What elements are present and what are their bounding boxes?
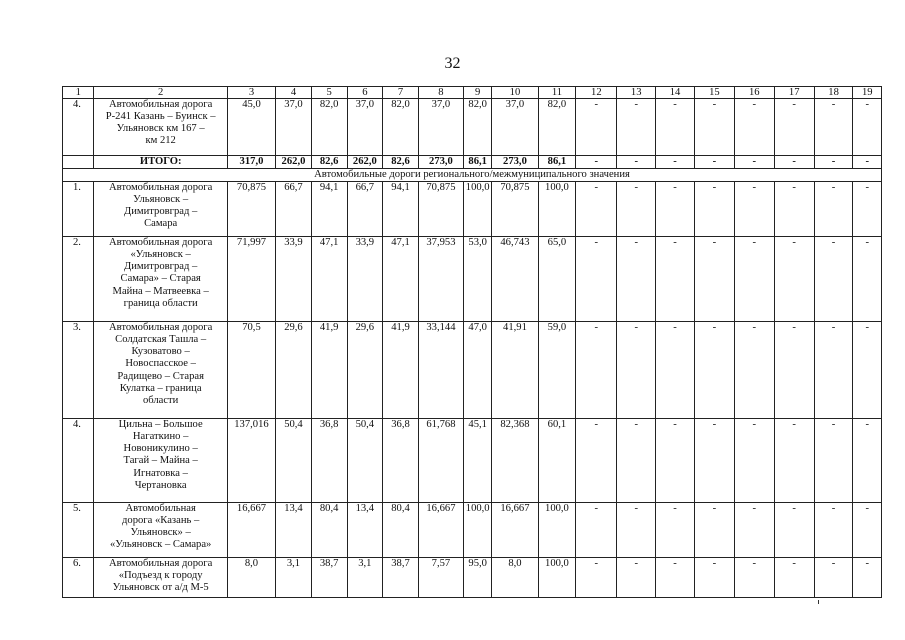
dash-cell: -	[853, 237, 882, 322]
dash-cell: -	[774, 322, 814, 419]
value-cell: 82,0	[383, 99, 419, 156]
column-header: 8	[418, 87, 463, 99]
column-header: 14	[656, 87, 695, 99]
dash-cell: -	[774, 503, 814, 558]
value-cell: 13,4	[347, 503, 383, 558]
dash-cell: -	[853, 503, 882, 558]
value-cell: 70,5	[227, 322, 275, 419]
road-name-line: Кузоватово –	[131, 346, 190, 358]
value-cell: 45,1	[464, 419, 492, 503]
road-name-line: Димитровград –	[124, 261, 198, 273]
dash-cell: -	[853, 99, 882, 156]
column-header: 9	[464, 87, 492, 99]
value-cell: 65,0	[538, 237, 576, 322]
dash-cell: -	[694, 419, 734, 503]
column-header: 1	[63, 87, 94, 99]
column-header: 10	[492, 87, 538, 99]
value-cell: 7,57	[418, 558, 463, 598]
row-number: 4.	[63, 419, 94, 503]
value-cell: 70,875	[418, 182, 463, 237]
total-value: 317,0	[227, 156, 275, 169]
road-name-line: Ульяновск км 167 –	[116, 123, 205, 135]
value-cell: 137,016	[227, 419, 275, 503]
dash-cell: -	[814, 182, 853, 237]
table-row	[63, 322, 882, 419]
table-row	[63, 419, 882, 503]
dash-cell: -	[576, 156, 617, 169]
total-value: 86,1	[538, 156, 576, 169]
dash-cell: -	[694, 237, 734, 322]
dash-cell: -	[774, 558, 814, 598]
value-cell: 3,1	[276, 558, 312, 598]
road-name-line: Новоспасское –	[125, 358, 196, 370]
road-name-line: Нагаткино –	[132, 431, 189, 443]
section-title: Автомобильные дороги регионального/межмуниципального значения	[63, 169, 882, 182]
column-header: 11	[538, 87, 576, 99]
road-name-line: Чертановка	[134, 479, 187, 491]
value-cell: 36,8	[311, 419, 347, 503]
dash-cell: -	[853, 419, 882, 503]
value-cell: 47,1	[383, 237, 419, 322]
dash-cell: -	[656, 156, 695, 169]
dash-cell: -	[694, 322, 734, 419]
road-name	[94, 503, 227, 558]
value-cell: 47,0	[464, 322, 492, 419]
column-header: 18	[814, 87, 853, 99]
column-header: 2	[94, 87, 227, 99]
value-cell: 41,9	[383, 322, 419, 419]
value-cell: 29,6	[347, 322, 383, 419]
value-cell: 13,4	[276, 503, 312, 558]
dash-cell: -	[656, 558, 695, 598]
column-header: 7	[383, 87, 419, 99]
column-header: 15	[694, 87, 734, 99]
value-cell: 66,7	[276, 182, 312, 237]
total-label: ИТОГО:	[94, 156, 227, 169]
dash-cell: -	[617, 558, 656, 598]
road-name-line: Самара	[144, 218, 178, 230]
value-cell: 50,4	[347, 419, 383, 503]
dash-cell: -	[734, 99, 774, 156]
value-cell: 94,1	[311, 182, 347, 237]
row-number: 1.	[63, 182, 94, 237]
dash-cell: -	[814, 419, 853, 503]
value-cell: 29,6	[276, 322, 312, 419]
value-cell: 80,4	[311, 503, 347, 558]
dash-cell: -	[734, 503, 774, 558]
dash-cell: -	[774, 419, 814, 503]
value-cell: 82,368	[492, 419, 538, 503]
value-cell: 80,4	[383, 503, 419, 558]
value-cell: 94,1	[383, 182, 419, 237]
value-cell: 41,9	[311, 322, 347, 419]
scan-mark	[818, 600, 819, 604]
dash-cell: -	[576, 503, 617, 558]
dash-cell: -	[814, 156, 853, 169]
value-cell: 38,7	[311, 558, 347, 598]
dash-cell: -	[774, 99, 814, 156]
dash-cell: -	[814, 558, 853, 598]
column-header: 5	[311, 87, 347, 99]
value-cell: 100,0	[464, 182, 492, 237]
road-name-line: Радищево – Старая	[117, 370, 204, 382]
table-row	[63, 503, 882, 558]
value-cell: 100,0	[538, 558, 576, 598]
row-number: 3.	[63, 322, 94, 419]
dash-cell: -	[774, 182, 814, 237]
column-header: 17	[774, 87, 814, 99]
road-name-line: Игнатовка –	[133, 467, 188, 479]
value-cell: 71,997	[227, 237, 275, 322]
value-cell: 47,1	[311, 237, 347, 322]
dash-cell: -	[853, 156, 882, 169]
value-cell: 37,0	[418, 99, 463, 156]
column-header: 16	[734, 87, 774, 99]
value-cell: 82,0	[464, 99, 492, 156]
value-cell: 95,0	[464, 558, 492, 598]
dash-cell: -	[617, 182, 656, 237]
value-cell: 37,0	[276, 99, 312, 156]
dash-cell: -	[656, 99, 695, 156]
road-name-line: Солдатская Ташла –	[115, 334, 207, 346]
dash-cell: -	[814, 322, 853, 419]
dash-cell: -	[617, 322, 656, 419]
road-name-line: «Ульяновск – Самара»	[109, 539, 212, 551]
table-row	[63, 182, 882, 237]
road-name-line: Автомобильная дорога	[108, 558, 213, 570]
value-cell: 41,91	[492, 322, 538, 419]
dash-cell: -	[734, 558, 774, 598]
dash-cell: -	[694, 156, 734, 169]
dash-cell: -	[853, 558, 882, 598]
dash-cell: -	[734, 419, 774, 503]
dash-cell: -	[694, 503, 734, 558]
total-row	[63, 156, 882, 169]
dash-cell: -	[814, 503, 853, 558]
value-cell: 82,0	[538, 99, 576, 156]
dash-cell: -	[576, 419, 617, 503]
value-cell: 100,0	[538, 503, 576, 558]
road-name-line: граница области	[123, 297, 198, 309]
road-name-line: Автомобильная	[125, 503, 196, 515]
road-name-line: Ульяновск от а/д М-5	[112, 582, 209, 594]
road-name-line: дорога «Казань –	[122, 515, 200, 527]
value-cell: 33,9	[276, 237, 312, 322]
road-name	[94, 558, 227, 598]
road-name-line: Р-241 Казань – Буинск –	[105, 111, 216, 123]
dash-cell: -	[617, 99, 656, 156]
dash-cell: -	[853, 322, 882, 419]
value-cell: 36,8	[383, 419, 419, 503]
road-name-line: Ульяновск» –	[130, 527, 191, 539]
value-cell: 53,0	[464, 237, 492, 322]
value-cell: 37,0	[492, 99, 538, 156]
value-cell: 8,0	[492, 558, 538, 598]
dash-cell: -	[617, 237, 656, 322]
road-name-line: Автомобильная дорога	[108, 99, 213, 110]
total-value: 262,0	[347, 156, 383, 169]
total-value: 273,0	[492, 156, 538, 169]
value-cell: 38,7	[383, 558, 419, 598]
dash-cell: -	[734, 182, 774, 237]
road-name-line: Автомобильная дорога	[108, 322, 213, 334]
value-cell: 100,0	[538, 182, 576, 237]
dash-cell: -	[656, 237, 695, 322]
column-header: 12	[576, 87, 617, 99]
road-name-line: Новоникулино –	[123, 443, 198, 455]
dash-cell: -	[617, 503, 656, 558]
road-name	[94, 419, 227, 503]
value-cell: 61,768	[418, 419, 463, 503]
road-name-line: км 212	[145, 135, 176, 147]
dash-cell: -	[576, 99, 617, 156]
dash-cell: -	[853, 182, 882, 237]
dash-cell: -	[734, 237, 774, 322]
dash-cell: -	[814, 237, 853, 322]
value-cell: 33,9	[347, 237, 383, 322]
value-cell: 45,0	[227, 99, 275, 156]
column-header: 3	[227, 87, 275, 99]
value-cell: 66,7	[347, 182, 383, 237]
road-name	[94, 182, 227, 237]
road-name	[94, 322, 227, 419]
column-header: 6	[347, 87, 383, 99]
total-empty-cell	[63, 156, 94, 169]
value-cell: 70,875	[492, 182, 538, 237]
dash-cell: -	[576, 237, 617, 322]
column-header: 13	[617, 87, 656, 99]
dash-cell: -	[734, 156, 774, 169]
dash-cell: -	[656, 503, 695, 558]
header-row	[63, 87, 882, 99]
road-name-line: Автомобильная дорога	[108, 182, 213, 194]
road-name-line: Цильна – Большое	[118, 419, 203, 431]
value-cell: 37,0	[347, 99, 383, 156]
road-name-line: Автомобильная дорога	[108, 237, 213, 249]
value-cell: 3,1	[347, 558, 383, 598]
dash-cell: -	[734, 322, 774, 419]
value-cell: 16,667	[227, 503, 275, 558]
table-row	[63, 558, 882, 598]
dash-cell: -	[774, 156, 814, 169]
road-name-line: Тагай – Майна –	[123, 455, 198, 467]
dash-cell: -	[814, 99, 853, 156]
dash-cell: -	[576, 322, 617, 419]
value-cell: 100,0	[464, 503, 492, 558]
dash-cell: -	[694, 99, 734, 156]
dash-cell: -	[617, 156, 656, 169]
roads-table	[62, 86, 882, 598]
total-value: 262,0	[276, 156, 312, 169]
dash-cell: -	[576, 182, 617, 237]
road-name-line: области	[142, 394, 179, 406]
dash-cell: -	[656, 419, 695, 503]
total-value: 86,1	[464, 156, 492, 169]
column-header: 19	[853, 87, 882, 99]
value-cell: 16,667	[492, 503, 538, 558]
road-name	[94, 99, 227, 156]
row-number: 2.	[63, 237, 94, 322]
value-cell: 16,667	[418, 503, 463, 558]
section-row	[63, 169, 882, 182]
road-name-line: «Ульяновск –	[130, 249, 191, 261]
road-name-line: Майна – Матвеевка –	[112, 285, 209, 297]
table-row	[63, 237, 882, 322]
total-value: 273,0	[418, 156, 463, 169]
table-container	[62, 86, 882, 602]
dash-cell: -	[656, 182, 695, 237]
value-cell: 37,953	[418, 237, 463, 322]
dash-cell: -	[774, 237, 814, 322]
value-cell: 70,875	[227, 182, 275, 237]
row-number: 5.	[63, 503, 94, 558]
value-cell: 33,144	[418, 322, 463, 419]
table-body	[63, 87, 882, 598]
column-header: 4	[276, 87, 312, 99]
dash-cell: -	[617, 419, 656, 503]
row-number: 6.	[63, 558, 94, 598]
dash-cell: -	[694, 182, 734, 237]
road-name-line: «Подъезд к городу	[118, 570, 203, 582]
page-number: 32	[444, 55, 461, 72]
dash-cell: -	[656, 322, 695, 419]
total-value: 82,6	[311, 156, 347, 169]
value-cell: 46,743	[492, 237, 538, 322]
value-cell: 8,0	[227, 558, 275, 598]
value-cell: 82,0	[311, 99, 347, 156]
road-name-line: Кулатка – граница	[119, 382, 202, 394]
dash-cell: -	[576, 558, 617, 598]
road-name-line: Ульяновск –	[133, 194, 189, 206]
dash-cell: -	[694, 558, 734, 598]
total-value: 82,6	[383, 156, 419, 169]
road-name	[94, 237, 227, 322]
road-name-line: Самара» – Старая	[120, 273, 201, 285]
road-name-line: Димитровград –	[124, 206, 198, 218]
value-cell: 59,0	[538, 322, 576, 419]
table-row	[63, 99, 882, 156]
row-number: 4.	[63, 99, 94, 156]
value-cell: 60,1	[538, 419, 576, 503]
value-cell: 50,4	[276, 419, 312, 503]
